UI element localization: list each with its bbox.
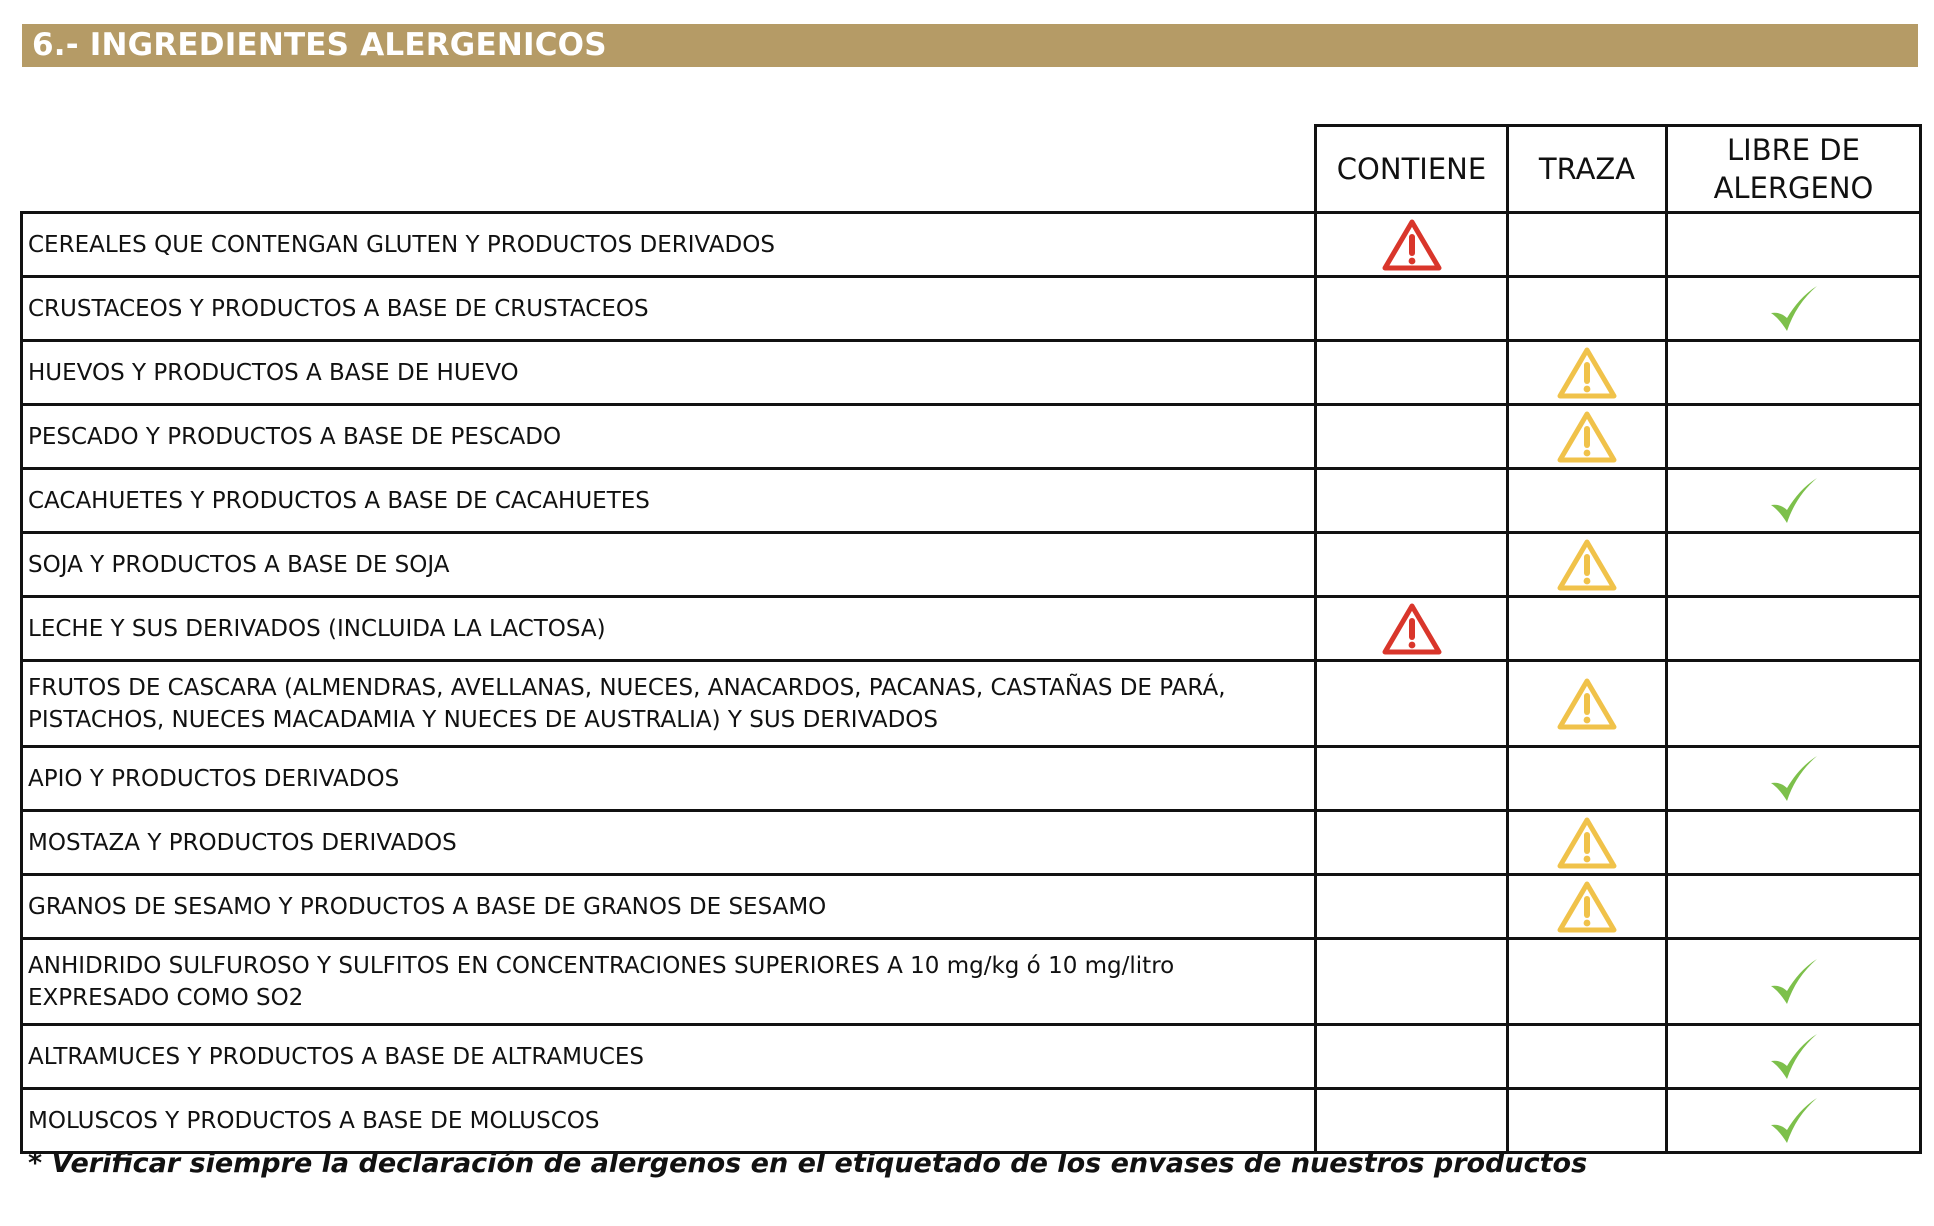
allergen-name: HUEVOS Y PRODUCTOS A BASE DE HUEVO: [22, 341, 1316, 405]
cell-libre: [1667, 341, 1921, 405]
column-header-libre-line1: LIBRE DE: [1727, 133, 1860, 167]
cell-traza: [1508, 213, 1667, 277]
allergen-table-body: [22, 213, 1921, 1153]
checkmark-green-icon: [1767, 1093, 1821, 1149]
cell-libre: [1667, 939, 1921, 1025]
warning-triangle-yellow-icon: [1556, 816, 1618, 870]
cell-libre: [1667, 1089, 1921, 1153]
warning-triangle-red-icon: [1381, 218, 1443, 272]
allergen-name: ANHIDRIDO SULFUROSO Y SULFITOS EN CONCENTRACIONES SUPERIORES A 10 mg/kg ó 10 mg/litro EXPRESADO COMO SO2: [22, 939, 1316, 1025]
allergen-name: MOLUSCOS Y PRODUCTOS A BASE DE MOLUSCOS: [22, 1089, 1316, 1153]
table-row: [22, 597, 1921, 661]
allergen-name: APIO Y PRODUCTOS DERIVADOS: [22, 747, 1316, 811]
cell-contiene: [1316, 277, 1508, 341]
cell-contiene: [1316, 469, 1508, 533]
allergen-name: CEREALES QUE CONTENGAN GLUTEN Y PRODUCTOS DERIVADOS: [22, 213, 1316, 277]
cell-contiene: [1316, 597, 1508, 661]
allergen-name: FRUTOS DE CASCARA (ALMENDRAS, AVELLANAS, NUECES, ANACARDOS, PACANAS, CASTAÑAS DE PARÁ, PISTACHOS, NUECES MACADAMIA Y NUECES DE AUSTRALIA) Y SUS DERIVADOS: [22, 661, 1316, 747]
checkmark-green-icon: [1767, 281, 1821, 337]
cell-libre: [1667, 597, 1921, 661]
table-row: [22, 277, 1921, 341]
checkmark-green-icon: [1767, 751, 1821, 807]
cell-libre: [1667, 661, 1921, 747]
checkmark-green-icon: [1767, 954, 1821, 1010]
table-row: [22, 875, 1921, 939]
table-row: [22, 405, 1921, 469]
warning-triangle-yellow-icon: [1556, 880, 1618, 934]
table-row: [22, 1089, 1921, 1153]
cell-libre: [1667, 1025, 1921, 1089]
allergen-name: PESCADO Y PRODUCTOS A BASE DE PESCADO: [22, 405, 1316, 469]
cell-libre: [1667, 875, 1921, 939]
cell-libre: [1667, 811, 1921, 875]
cell-contiene: [1316, 939, 1508, 1025]
table-row: [22, 213, 1921, 277]
cell-traza: [1508, 533, 1667, 597]
cell-traza: [1508, 341, 1667, 405]
cell-contiene: [1316, 747, 1508, 811]
cell-contiene: [1316, 661, 1508, 747]
column-header-libre: [1667, 126, 1921, 213]
table-row: [22, 469, 1921, 533]
allergen-name: MOSTAZA Y PRODUCTOS DERIVADOS: [22, 811, 1316, 875]
allergen-name: ALTRAMUCES Y PRODUCTOS A BASE DE ALTRAMUCES: [22, 1025, 1316, 1089]
table-row: [22, 341, 1921, 405]
cell-contiene: [1316, 1089, 1508, 1153]
warning-triangle-yellow-icon: [1556, 677, 1618, 731]
cell-traza: [1508, 597, 1667, 661]
allergen-name: CRUSTACEOS Y PRODUCTOS A BASE DE CRUSTACEOS: [22, 277, 1316, 341]
cell-traza: [1508, 1025, 1667, 1089]
warning-triangle-yellow-icon: [1556, 346, 1618, 400]
cell-contiene: [1316, 811, 1508, 875]
cell-contiene: [1316, 341, 1508, 405]
footnote: * Verificar siempre la declaración de alergenos en el etiquetado de los envases de nuestros productos: [28, 1148, 1588, 1179]
table-row: [22, 1025, 1921, 1089]
cell-traza: [1508, 811, 1667, 875]
cell-traza: [1508, 405, 1667, 469]
cell-traza: [1508, 661, 1667, 747]
allergen-name: LECHE Y SUS DERIVADOS (INCLUIDA LA LACTOSA): [22, 597, 1316, 661]
cell-contiene: [1316, 875, 1508, 939]
cell-libre: [1667, 277, 1921, 341]
allergen-name: SOJA Y PRODUCTOS A BASE DE SOJA: [22, 533, 1316, 597]
warning-triangle-yellow-icon: [1556, 538, 1618, 592]
header-blank-cell: [22, 126, 1316, 213]
cell-libre: [1667, 533, 1921, 597]
table-row: [22, 661, 1921, 747]
cell-contiene: [1316, 213, 1508, 277]
checkmark-green-icon: [1767, 1029, 1821, 1085]
cell-traza: [1508, 939, 1667, 1025]
cell-libre: [1667, 469, 1921, 533]
cell-contiene: [1316, 1025, 1508, 1089]
table-row: [22, 747, 1921, 811]
cell-traza: [1508, 1089, 1667, 1153]
allergen-table: [20, 124, 1922, 1154]
warning-triangle-red-icon: [1381, 602, 1443, 656]
cell-contiene: [1316, 405, 1508, 469]
table-row: [22, 533, 1921, 597]
allergen-name: GRANOS DE SESAMO Y PRODUCTOS A BASE DE GRANOS DE SESAMO: [22, 875, 1316, 939]
cell-libre: [1667, 213, 1921, 277]
column-header-traza: TRAZA: [1508, 126, 1667, 213]
checkmark-green-icon: [1767, 473, 1821, 529]
cell-traza: [1508, 747, 1667, 811]
table-header-row: [22, 126, 1921, 213]
column-header-libre-line2: ALERGENO: [1713, 171, 1874, 205]
cell-contiene: [1316, 533, 1508, 597]
cell-traza: [1508, 469, 1667, 533]
cell-libre: [1667, 747, 1921, 811]
column-header-contiene: CONTIENE: [1316, 126, 1508, 213]
table-row: [22, 939, 1921, 1025]
allergen-name: CACAHUETES Y PRODUCTOS A BASE DE CACAHUETES: [22, 469, 1316, 533]
cell-traza: [1508, 277, 1667, 341]
warning-triangle-yellow-icon: [1556, 410, 1618, 464]
cell-traza: [1508, 875, 1667, 939]
cell-libre: [1667, 405, 1921, 469]
table-row: [22, 811, 1921, 875]
section-title: 6.- INGREDIENTES ALERGENICOS: [22, 24, 1918, 67]
